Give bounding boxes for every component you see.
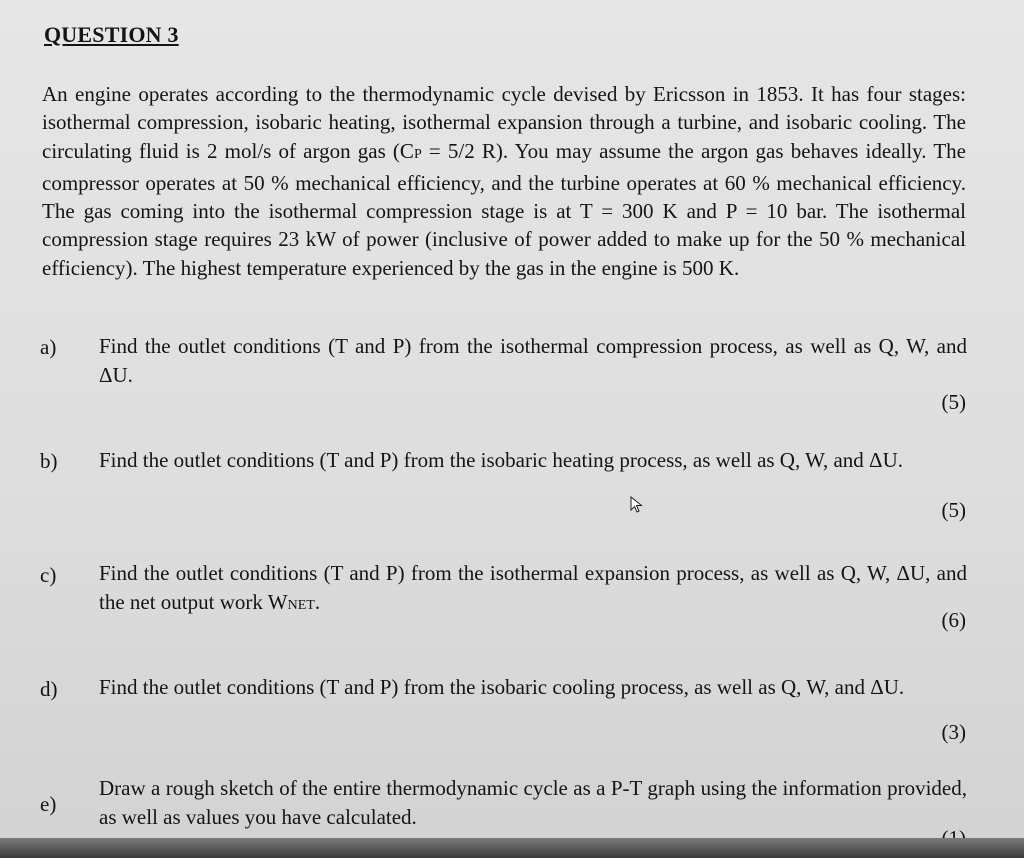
question-heading: QUESTION 3 <box>44 22 179 47</box>
question-b-text: Find the outlet conditions (T and P) from the isobaric heating process, as well as Q, W, and ΔU. <box>99 448 903 472</box>
screen-bottom-edge <box>0 838 1024 858</box>
question-e-label: e) <box>40 792 57 816</box>
question-d-marks: (3) <box>941 720 966 744</box>
question-c-label: c) <box>40 563 57 587</box>
question-c-main: Find the outlet conditions (T and P) from the isothermal expansion process, as well as Q, W, ΔU, and the net output work W <box>99 561 967 614</box>
question-a-text: Find the outlet conditions (T and P) from the isothermal compression process, as well as Q, W, and ΔU. <box>99 334 967 387</box>
mouse-cursor-icon <box>630 496 644 514</box>
question-a-marks: (5) <box>941 390 966 414</box>
intro-subscript: P <box>413 146 422 162</box>
question-a-label: a) <box>40 335 57 359</box>
question-c-end: . <box>314 590 321 614</box>
question-c-marks: (6) <box>941 608 966 632</box>
question-c-text <box>99 559 967 620</box>
question-b-marks: (5) <box>941 498 966 522</box>
question-d-label: d) <box>40 677 58 701</box>
intro-text-rest: = 5/2 R). You may assume the argon gas behaves ideally. The compressor operates at 50 % mechanical efficiency, and the turbine operates at 60 % mechanical efficiency. The gas coming into the isothermal compression stage is at T = 300 K and P = 10 bar. The isothermal compression stage requires 23 kW of power (inclusive of power added to make up for the 50 % mechanical efficiency). The highest temperature experienced by the gas in the engine is 500 K. <box>42 138 966 280</box>
question-d-text: Find the outlet conditions (T and P) from the isobaric cooling process, as well as Q, W, and ΔU. <box>99 675 905 699</box>
intro-paragraph <box>42 80 966 282</box>
intro-text: An engine operates according to the thermodynamic cycle devised by Ericsson in 1853. It has four stages: isothermal compression, isobaric heating, isothermal expansion through a turbine, and isobaric cooling. The circulating fluid is 2 mol/s of argon gas (C <box>42 82 966 163</box>
question-c-subscript: NET <box>287 598 315 613</box>
question-e-text: Draw a rough sketch of the entire thermodynamic cycle as a P-T graph using the information provided, as well as values you have calculated. <box>99 776 967 829</box>
question-b-label: b) <box>40 449 58 473</box>
